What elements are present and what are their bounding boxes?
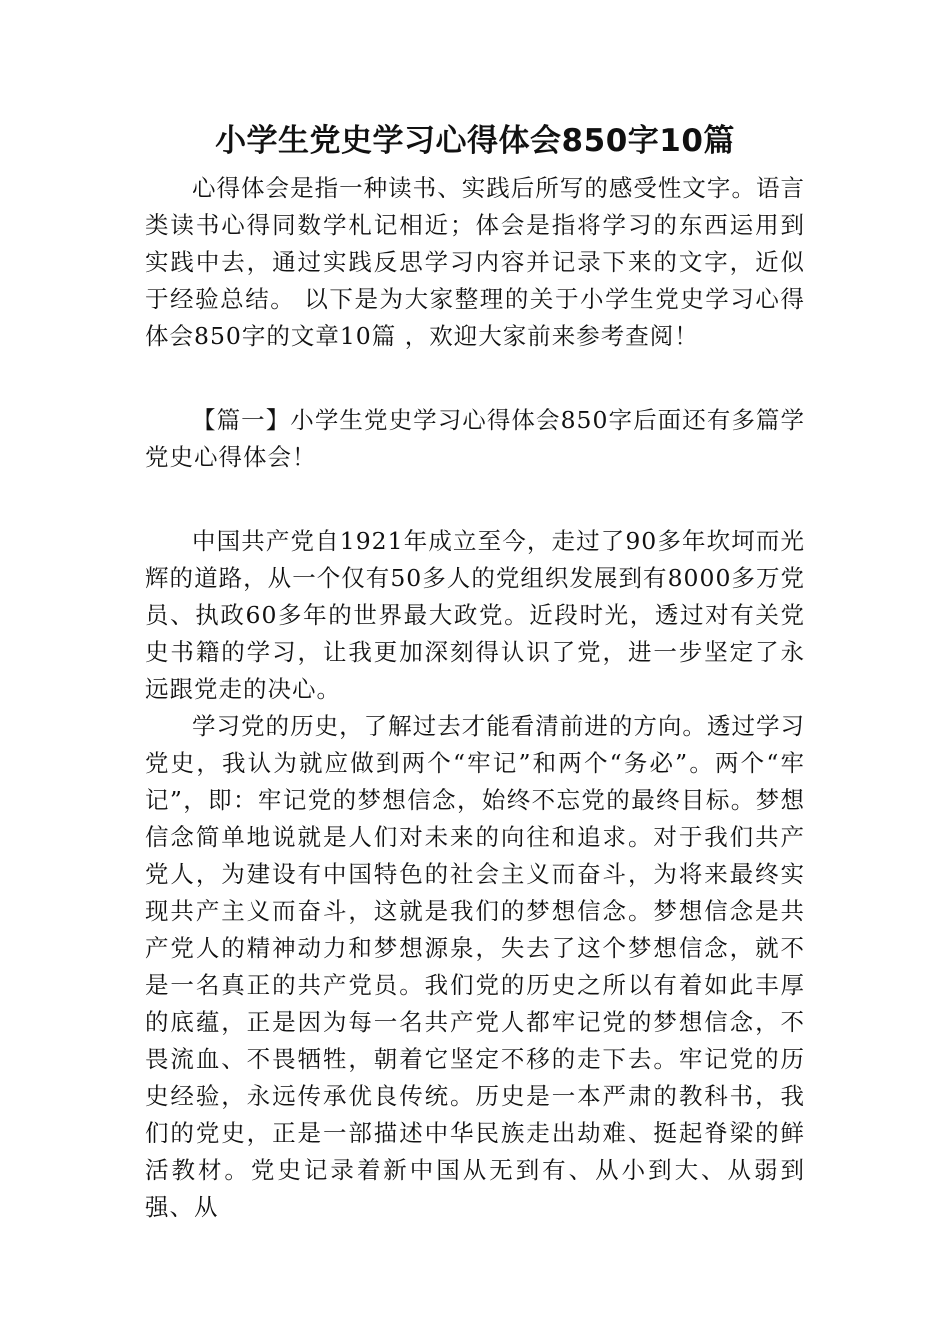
body-paragraph-1: 中国共产党自1921年成立至今，走过了90多年坎坷而光辉的道路，从一个仅有50多人的党组织发展到有8000多万党员、执政60多年的世界最大政党。近段时光，透过对有关党史书籍的学习，让我更加深刻得认识了党，进一步坚定了永远跟党走的决心。	[145, 527, 805, 703]
body-paragraph-2: 学习党的历史，了解过去才能看清前进的方向。透过学习党史，我认为就应做到两个“牢记”和两个“务必”。两个“牢记”，即：牢记党的梦想信念，始终不忘党的最终目标。梦想信念简单地说就是人们对未来的向往和追求。对于我们共产党人，为建设有中国特色的社会主义而奋斗，为将来最终实现共产主义而奋斗，这就是我们的梦想信念。梦想信念是共产党人的精神动力和梦想源泉，失去了这个梦想信念，就不是一名真正的共产党员。我们党的历史之所以有着如此丰厚的底蕴，正是因为每一名共产党人都牢记党的梦想信念，不畏流血、不畏牺牲，朝着它坚定不移的走下去。牢记党的历史经验，永远传承优良传统。历史是一本严肃的教科书，我们的党史，正是一部描述中华民族走出劫难、挺起脊梁的鲜活教材。党史记录着新中国从无到有、从小到大、从弱到强、从	[145, 712, 805, 1221]
intro-paragraph: 心得体会是指一种读书、实践后所写的感受性文字。语言类读书心得同数学札记相近；体会是指将学习的东西运用到实践中去，通过实践反思学习内容并记录下来的文字，近似于经验总结。 以下是为大家整理的关于小学生党史学习心得体会850字的文章10篇 ，欢迎大家前来参考查阅！	[145, 174, 805, 350]
paragraph-spacer	[145, 355, 805, 402]
section-heading: 【篇一】小学生党史学习心得体会850字后面还有多篇学党史心得体会！	[145, 406, 805, 471]
document-body	[145, 170, 805, 1226]
document-title: 小学生党史学习心得体会850字10篇	[215, 123, 735, 159]
paragraph-spacer	[145, 476, 805, 523]
